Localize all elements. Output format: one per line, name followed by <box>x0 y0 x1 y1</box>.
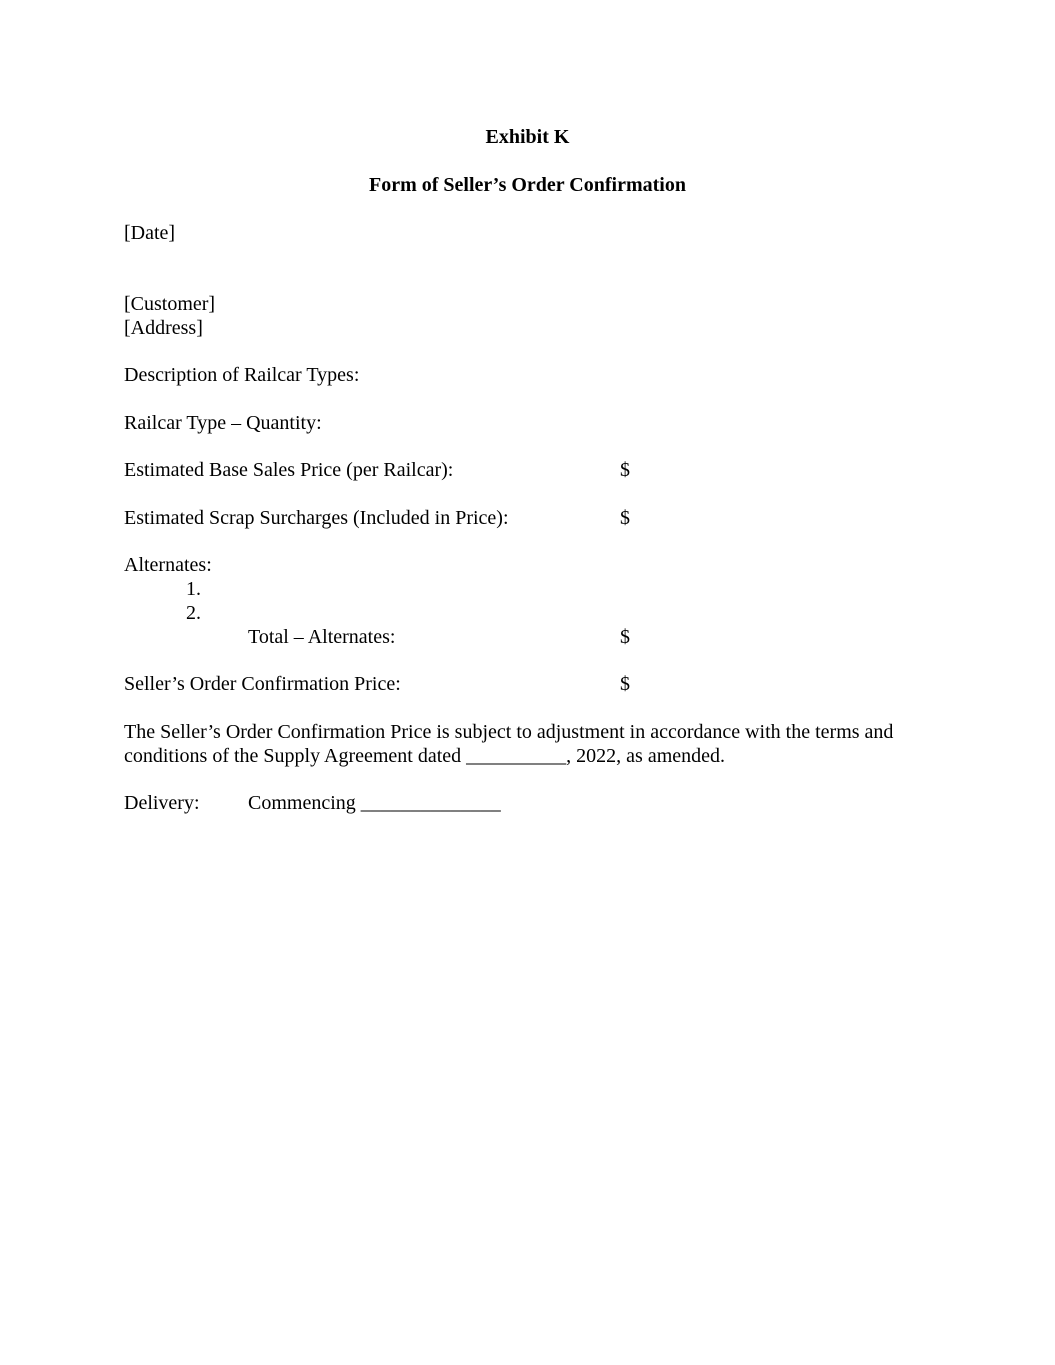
description-label: Description of Railcar Types: <box>124 364 360 386</box>
scrap-surcharge-label: Estimated Scrap Surcharges (Included in Price): <box>124 507 509 529</box>
customer-placeholder: [Customer] <box>124 293 216 315</box>
alternate-item-1: 1. <box>186 578 201 600</box>
total-alternates-label: Total – Alternates: <box>248 626 396 648</box>
base-price-label: Estimated Base Sales Price (per Railcar): <box>124 459 454 481</box>
exhibit-heading: Exhibit K <box>485 126 570 148</box>
document-title: Form of Seller’s Order Confirmation <box>369 174 686 196</box>
scrap-surcharge-currency: $ <box>620 507 630 529</box>
address-placeholder: [Address] <box>124 317 203 339</box>
adjustment-paragraph: The Seller’s Order Confirmation Price is subject to adjustment in accordance with the terms and conditions of the Supply Agreement dated __________, 2022, as amended. <box>124 721 894 767</box>
date-placeholder: [Date] <box>124 222 176 244</box>
base-price-currency: $ <box>620 459 630 481</box>
alternates-label: Alternates: <box>124 554 212 576</box>
confirmation-price-currency: $ <box>620 673 630 695</box>
total-alternates-currency: $ <box>620 626 630 648</box>
quantity-label: Railcar Type – Quantity: <box>124 412 322 434</box>
alternate-item-2: 2. <box>186 602 201 624</box>
delivery-value: Commencing ______________ <box>248 792 501 814</box>
delivery-label: Delivery: <box>124 792 200 814</box>
confirmation-price-label: Seller’s Order Confirmation Price: <box>124 673 401 695</box>
